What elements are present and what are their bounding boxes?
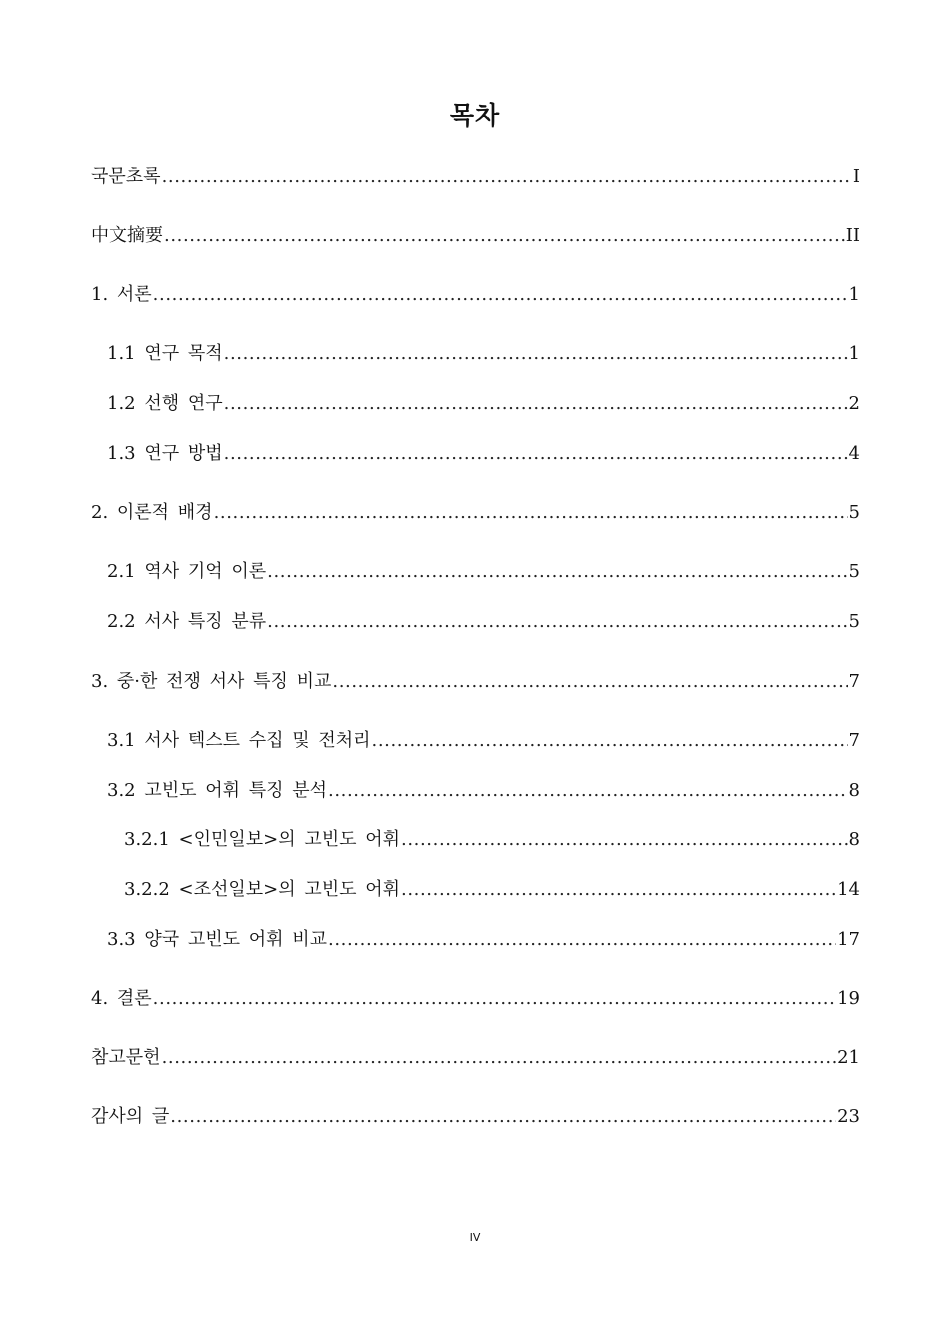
toc-dot-leader bbox=[224, 339, 848, 369]
toc-page-number: 21 bbox=[837, 1047, 860, 1068]
toc-entry-chinese-abstract[interactable] bbox=[91, 221, 860, 251]
toc-entry-label: 1. 서론 bbox=[91, 284, 152, 305]
toc-entry-label: 참고문헌 bbox=[91, 1047, 161, 1068]
toc-entry-label: 3.3 양국 고빈도 어휘 비교 bbox=[107, 929, 328, 950]
toc-entry-label: 2.2 서사 특징 분류 bbox=[107, 611, 267, 632]
toc-entry-label: 2. 이론적 배경 bbox=[91, 502, 213, 523]
toc-page-number: 4 bbox=[848, 443, 860, 464]
toc-dot-leader bbox=[332, 667, 847, 697]
toc-page-number: 1 bbox=[848, 343, 860, 364]
toc-dot-leader bbox=[153, 984, 836, 1014]
toc-dot-leader bbox=[153, 280, 848, 310]
toc-page-number: 5 bbox=[848, 561, 860, 582]
toc-entry-conclusion[interactable] bbox=[91, 984, 860, 1014]
toc-entry-research-purpose[interactable] bbox=[107, 339, 860, 369]
toc-dot-leader bbox=[224, 389, 848, 419]
toc-page-number: 5 bbox=[848, 611, 860, 632]
toc-dot-leader bbox=[401, 875, 836, 905]
toc-entry-peoples-daily-vocabulary[interactable] bbox=[124, 825, 860, 855]
toc-entry-label: 1.1 연구 목적 bbox=[107, 343, 223, 364]
toc-dot-leader bbox=[164, 221, 845, 251]
toc-dot-leader bbox=[267, 557, 847, 587]
toc-page-number: 2 bbox=[848, 393, 860, 414]
toc-dot-leader bbox=[214, 498, 848, 528]
toc-entry-label: 3.2.1 <인민일보>의 고빈도 어휘 bbox=[124, 829, 401, 850]
toc-entry-label: 4. 결론 bbox=[91, 988, 152, 1009]
toc-entry-label: 3.2.2 <조선일보>의 고빈도 어휘 bbox=[124, 879, 401, 900]
toc-entry-historical-memory-theory[interactable] bbox=[107, 557, 860, 587]
toc-entry-vocabulary-comparison[interactable] bbox=[107, 925, 860, 955]
toc-entry-label: 1.2 선행 연구 bbox=[107, 393, 223, 414]
toc-entry-narrative-feature-classification[interactable] bbox=[107, 607, 860, 637]
toc-entry-korean-abstract[interactable] bbox=[91, 162, 860, 192]
toc-page-number: 19 bbox=[837, 988, 860, 1009]
toc-entry-label: 3. 중·한 전쟁 서사 특징 비교 bbox=[91, 671, 332, 692]
toc-dot-leader bbox=[170, 1102, 836, 1132]
toc-page-number: 8 bbox=[848, 829, 860, 850]
toc-entry-war-narrative-comparison[interactable] bbox=[91, 667, 860, 697]
toc-dot-leader bbox=[328, 776, 848, 806]
toc-page-number: 1 bbox=[848, 284, 860, 305]
toc-entry-label: 中文摘要 bbox=[91, 225, 163, 246]
toc-page-number: I bbox=[852, 166, 860, 187]
toc-page-number: 23 bbox=[837, 1106, 860, 1127]
toc-dot-leader bbox=[224, 439, 848, 469]
toc-entry-introduction[interactable] bbox=[91, 280, 860, 310]
toc-dot-leader bbox=[162, 1043, 837, 1073]
toc-entry-label: 3.1 서사 텍스트 수집 및 전처리 bbox=[107, 730, 371, 751]
toc-entry-high-frequency-analysis[interactable] bbox=[107, 776, 860, 806]
toc-entry-label: 감사의 글 bbox=[91, 1106, 170, 1127]
toc-entry-label: 1.3 연구 방법 bbox=[107, 443, 223, 464]
toc-entry-references[interactable] bbox=[91, 1043, 860, 1073]
toc-dot-leader bbox=[267, 607, 847, 637]
toc-dot-leader bbox=[162, 162, 852, 192]
toc-dot-leader bbox=[328, 925, 836, 955]
toc-entry-prior-research[interactable] bbox=[107, 389, 860, 419]
toc-dot-leader bbox=[401, 825, 848, 855]
toc-page-number: 5 bbox=[848, 502, 860, 523]
toc-dot-leader bbox=[372, 726, 848, 756]
toc-entry-label: 국문초록 bbox=[91, 166, 161, 187]
toc-page-number: 17 bbox=[837, 929, 860, 950]
toc-page-number: 14 bbox=[837, 879, 860, 900]
toc-page-number: 7 bbox=[848, 671, 860, 692]
toc-page-number: 8 bbox=[848, 780, 860, 801]
toc-entry-acknowledgements[interactable] bbox=[91, 1102, 860, 1132]
page-title: 목차 bbox=[449, 101, 501, 130]
toc-entry-theoretical-background[interactable] bbox=[91, 498, 860, 528]
toc-entry-chosun-ilbo-vocabulary[interactable] bbox=[124, 875, 860, 905]
toc-entry-label: 3.2 고빈도 어휘 특징 분석 bbox=[107, 780, 328, 801]
toc-entry-label: 2.1 역사 기억 이론 bbox=[107, 561, 267, 582]
toc-entry-research-method[interactable] bbox=[107, 439, 860, 469]
toc-page-number: 7 bbox=[848, 730, 860, 751]
toc-page-number: II bbox=[845, 225, 860, 246]
page-number-footer: IV bbox=[469, 1231, 481, 1244]
toc-entry-text-collection[interactable] bbox=[107, 726, 860, 756]
